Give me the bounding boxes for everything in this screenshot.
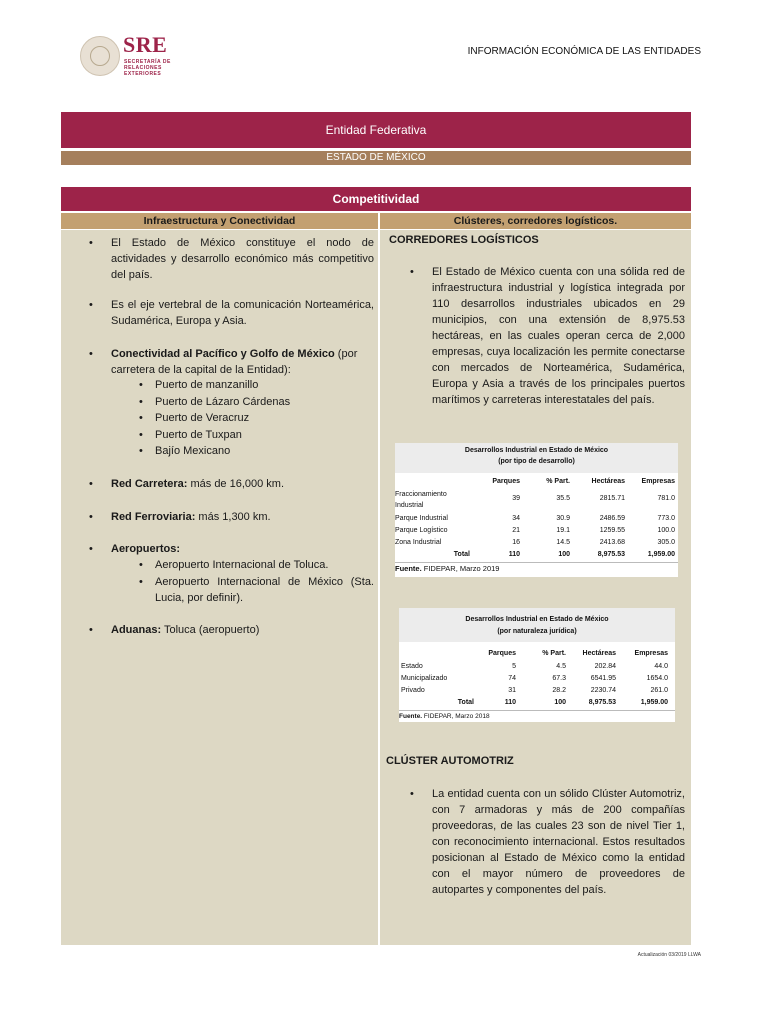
red-ferroviaria-text: más 1,300 km. — [195, 511, 271, 523]
cell: 781.0 — [657, 495, 675, 502]
port-item: • Bajío Mexicano — [155, 443, 230, 460]
port-item: • Puerto de Veracruz — [155, 410, 249, 427]
table-row — [399, 673, 675, 684]
col-header: Parques — [488, 650, 516, 657]
col-header: Empresas — [641, 478, 675, 485]
row-label: Privado — [401, 687, 425, 694]
bullet-conectividad-bold: Conectividad al Pacífico y Golfo de México — [111, 348, 335, 360]
brand-name: SRE — [123, 32, 168, 57]
table-subtitle: (por tipo de desarrollo) — [498, 458, 575, 465]
table-row — [395, 537, 678, 548]
bullet-conectividad-text: (por carretera de la capital de la Entidad): — [111, 348, 358, 376]
row-label: Zona Industrial — [395, 539, 442, 546]
port-item: • Puerto de Lázaro Cárdenas — [155, 394, 290, 411]
airport-item: • Aeropuerto Internacional de Toluca. — [155, 557, 374, 574]
update-footer: Actualización 03/2019 LLWA — [637, 952, 701, 958]
cell: 35.5 — [556, 495, 570, 502]
table-source — [395, 562, 678, 574]
table-header-row — [399, 648, 675, 659]
total-label: Total — [457, 699, 474, 706]
cell: 19.1 — [556, 527, 570, 534]
red-ferroviaria-bold: Red Ferroviaria: — [111, 511, 196, 523]
cluster-text: • La entidad cuenta con un sólido Clúster Automotriz, con 7 armadoras y más de 200 compañías proveedoras, de las cuales 23 son de nivel Tier 1, con reconocimiento internacional. Estos resultados posicionan al Estado de México como la entidad con el mayor número de proveedores de autopartes y componentes del país. — [432, 786, 685, 898]
airport-item — [155, 574, 374, 606]
bullet-conectividad — [111, 346, 374, 378]
cell: 5 — [512, 663, 516, 670]
cell: 100.0 — [657, 527, 675, 534]
cell: 21 — [512, 527, 520, 534]
left-column — [61, 230, 378, 945]
source-text: FIDEPAR, Marzo 2019 — [421, 564, 500, 573]
cell: 8,975.53 — [597, 551, 625, 558]
cell: 100 — [558, 551, 570, 558]
table-row — [399, 661, 675, 672]
cell: 16 — [512, 539, 520, 546]
cell: 2230.74 — [590, 687, 616, 694]
cell: 110 — [508, 551, 520, 558]
cell: 44.0 — [654, 663, 668, 670]
bullet-aeropuertos — [111, 541, 374, 557]
bullet-red-carretera — [111, 476, 374, 492]
cell: 1,959.00 — [647, 551, 675, 558]
right-column-heading: Clústeres, corredores logísticos. — [380, 213, 691, 229]
cell: 1259.55 — [599, 527, 625, 534]
corredores-title: CORREDORES LOGÍSTICOS — [389, 234, 539, 246]
cell: 6541.95 — [590, 675, 616, 682]
table-title: Desarrollos Industrial en Estado de México — [464, 447, 609, 454]
cell: 39 — [512, 495, 520, 502]
red-carretera-text: más de 16,000 km. — [187, 478, 285, 490]
table-row — [399, 685, 675, 696]
source-bold: Fuente. — [395, 564, 422, 573]
table-header-row — [395, 476, 678, 487]
cell: 110 — [504, 699, 516, 706]
table-naturaleza-juridica — [399, 608, 675, 722]
row-label: Estado — [401, 663, 423, 670]
coat-of-arms-icon — [80, 36, 120, 76]
airport-item-text: Aeropuerto Internacional de México (Sta. Lucia, por definir). — [155, 576, 374, 604]
table-tipo-desarrollo — [395, 443, 678, 577]
cell: 773.0 — [657, 515, 675, 522]
aduanas-text: Toluca (aeropuerto) — [161, 624, 260, 636]
cell: 1,959.00 — [640, 699, 668, 706]
cell: 28.2 — [552, 687, 566, 694]
table-row — [395, 525, 678, 536]
left-column-heading: Infraestructura y Conectividad — [61, 213, 378, 229]
cell: 2413.68 — [599, 539, 625, 546]
source-bold: Fuente. — [399, 713, 423, 720]
row-label: Municipalizado — [401, 675, 448, 682]
cell: 2815.71 — [599, 495, 625, 502]
cell: 100 — [554, 699, 566, 706]
port-item: • Puerto de Tuxpan — [155, 427, 242, 444]
cell: 34 — [512, 515, 520, 522]
total-label: Total — [453, 551, 470, 558]
brand-subtitle: SECRETARÍA DE RELACIONES EXTERIORES — [124, 59, 171, 77]
table-row — [395, 513, 678, 524]
col-header: Hectáreas — [591, 478, 625, 485]
cell: 202.84 — [594, 663, 616, 670]
source-text: FIDEPAR, Marzo 2018 — [422, 713, 490, 720]
cell: 4.5 — [556, 663, 566, 670]
cell: 31 — [508, 687, 516, 694]
col-header: Empresas — [634, 650, 668, 657]
aeropuertos-bold: Aeropuertos: — [111, 543, 181, 555]
cell: 14.5 — [556, 539, 570, 546]
section-title-bar: Competitividad — [61, 187, 691, 211]
table-source — [399, 710, 675, 722]
table-total-row — [399, 697, 675, 708]
bullet-eje: • Es el eje vertebral de la comunicación Norteamérica, Sudamérica, Europa y Asia. — [111, 297, 374, 329]
table-title-area — [395, 443, 678, 473]
cell: 305.0 — [657, 539, 675, 546]
row-label: Parque Industrial — [395, 515, 448, 522]
right-column — [380, 230, 691, 945]
cluster-title: CLÚSTER AUTOMOTRIZ — [386, 755, 514, 767]
red-carretera-bold: Red Carretera: — [111, 478, 188, 490]
document-title: INFORMACIÓN ECONÓMICA DE LAS ENTIDADES — [467, 46, 701, 57]
bullet-aduanas — [111, 622, 374, 638]
cell: 67.3 — [552, 675, 566, 682]
col-header: Parques — [492, 478, 520, 485]
port-item: • Puerto de manzanillo — [155, 377, 258, 394]
aduanas-bold: Aduanas: — [111, 624, 162, 636]
sre-logo — [80, 32, 180, 82]
table-title: Desarrollos Industrial en Estado de México — [465, 616, 609, 623]
cell: 74 — [508, 675, 516, 682]
row-label: Fraccionamiento Industrial — [395, 491, 447, 509]
col-header: Hectáreas — [582, 650, 616, 657]
col-header: % Part. — [546, 478, 570, 485]
table-total-row — [395, 549, 678, 560]
table-row — [395, 489, 678, 511]
table-subtitle: (por naturaleza jurídica) — [497, 628, 577, 635]
bullet-red-ferroviaria — [111, 509, 374, 525]
cell: 30.9 — [556, 515, 570, 522]
row-label: Parque Logístico — [395, 527, 448, 534]
entity-name-bar: ESTADO DE MÉXICO — [61, 151, 691, 165]
cell: 1654.0 — [646, 675, 668, 682]
cell: 261.0 — [650, 687, 668, 694]
col-header: % Part. — [542, 650, 566, 657]
cell: 2486.59 — [599, 515, 625, 522]
cell: 8,975.53 — [588, 699, 616, 706]
entity-label-bar: Entidad Federativa — [61, 112, 691, 148]
corredores-text: • El Estado de México cuenta con una sólida red de infraestructura industrial y logística integrada por 110 desarrollos industriales ubicados en 29 municipios, con una extensión de 8,975.53 hectáreas, en las cuales operan cerca de 2,000 empresas, cuya localización les permite conectarse con mercados de Norteamérica, Sudamérica, Europa y Asia a través de los principales puertos marítimos y carreteras interestatales del país. — [432, 264, 685, 408]
table-title-area — [399, 608, 675, 642]
bullet-nodo: • El Estado de México constituye el nodo de actividades y desarrollo económico más competitivo del país. — [111, 235, 374, 283]
